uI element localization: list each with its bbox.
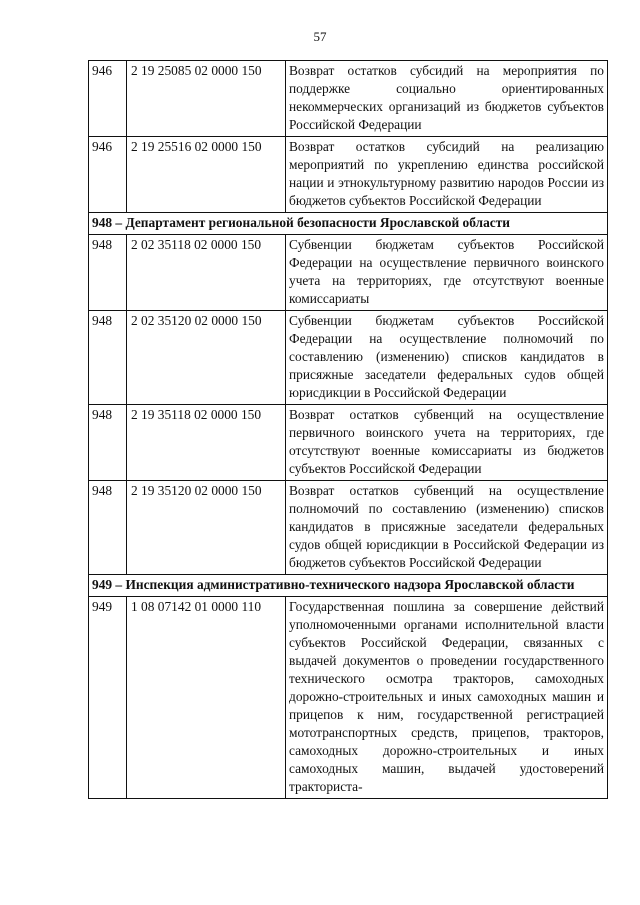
admin-code-cell: 948 bbox=[89, 481, 127, 575]
budget-classification-code-cell: 2 02 35120 02 0000 150 bbox=[127, 311, 286, 405]
table-row bbox=[89, 235, 608, 311]
description-cell: Государственная пошлина за совершение действий уполномоченными органами исполнительной власти субъектов Российской Федерации, связанных с выдачей документов о проведении государственного технического осмотра тракторов, самоходных дорожно-строительных и иных самоходных машин и прицепов к ним, государственной регистрацией мототранспортных средств, прицепов, тракторов, самоходных дорожно-строительных и иных самоходных машин, выдачей удостоверений тракториста- bbox=[286, 597, 608, 799]
table-body bbox=[89, 61, 608, 799]
page-number: 57 bbox=[313, 29, 327, 44]
section-heading-cell bbox=[89, 575, 608, 597]
revenue-codes-table bbox=[88, 60, 608, 799]
table-row bbox=[89, 597, 608, 799]
description-cell: Возврат остатков субсидий на мероприятия по поддержке социально ориентированных некоммерческих организаций из бюджетов субъектов Российской Федерации bbox=[286, 61, 608, 137]
section-heading-text: 949 – Инспекция административно-технического надзора Ярославской области bbox=[92, 577, 575, 592]
description-cell: Возврат остатков субсидий на реализацию мероприятий по укреплению единства российской нации и этнокультурному развитию народов России из бюджетов субъектов Российской Федерации bbox=[286, 137, 608, 213]
budget-classification-code-cell: 1 08 07142 01 0000 110 bbox=[127, 597, 286, 799]
admin-code-cell: 948 bbox=[89, 311, 127, 405]
table-row bbox=[89, 311, 608, 405]
description-cell: Возврат остатков субвенций на осуществление первичного воинского учета на территориях, где отсутствуют военные комиссариаты из бюджетов субъектов Российской Федерации bbox=[286, 405, 608, 481]
description-cell: Субвенции бюджетам субъектов Российской Федерации на осуществление первичного воинского учета на территориях, где отсутствуют военные комиссариаты bbox=[286, 235, 608, 311]
budget-classification-code-cell: 2 19 25085 02 0000 150 bbox=[127, 61, 286, 137]
admin-code-cell: 949 bbox=[89, 597, 127, 799]
budget-classification-code-cell: 2 02 35118 02 0000 150 bbox=[127, 235, 286, 311]
budget-classification-code-cell: 2 19 35120 02 0000 150 bbox=[127, 481, 286, 575]
admin-code-cell: 948 bbox=[89, 405, 127, 481]
section-heading-row bbox=[89, 575, 608, 597]
table-row bbox=[89, 405, 608, 481]
description-cell: Возврат остатков субвенций на осуществление полномочий по составлению (изменению) списков кандидатов в присяжные заседатели федеральных судов общей юрисдикции в Российской Федерации из бюджетов субъектов Российской Федерации bbox=[286, 481, 608, 575]
admin-code-cell: 948 bbox=[89, 235, 127, 311]
section-heading-cell bbox=[89, 213, 608, 235]
budget-classification-code-cell: 2 19 25516 02 0000 150 bbox=[127, 137, 286, 213]
admin-code-cell: 946 bbox=[89, 61, 127, 137]
budget-classification-code-cell: 2 19 35118 02 0000 150 bbox=[127, 405, 286, 481]
table-row bbox=[89, 137, 608, 213]
table-row bbox=[89, 61, 608, 137]
section-heading-text: 948 – Департамент региональной безопасности Ярославской области bbox=[92, 215, 511, 230]
section-heading-row bbox=[89, 213, 608, 235]
admin-code-cell: 946 bbox=[89, 137, 127, 213]
table-row bbox=[89, 481, 608, 575]
description-cell: Субвенции бюджетам субъектов Российской Федерации на осуществление полномочий по составлению (изменению) списков кандидатов в присяжные заседатели федеральных судов общей юрисдикции в Российской Федерации bbox=[286, 311, 608, 405]
